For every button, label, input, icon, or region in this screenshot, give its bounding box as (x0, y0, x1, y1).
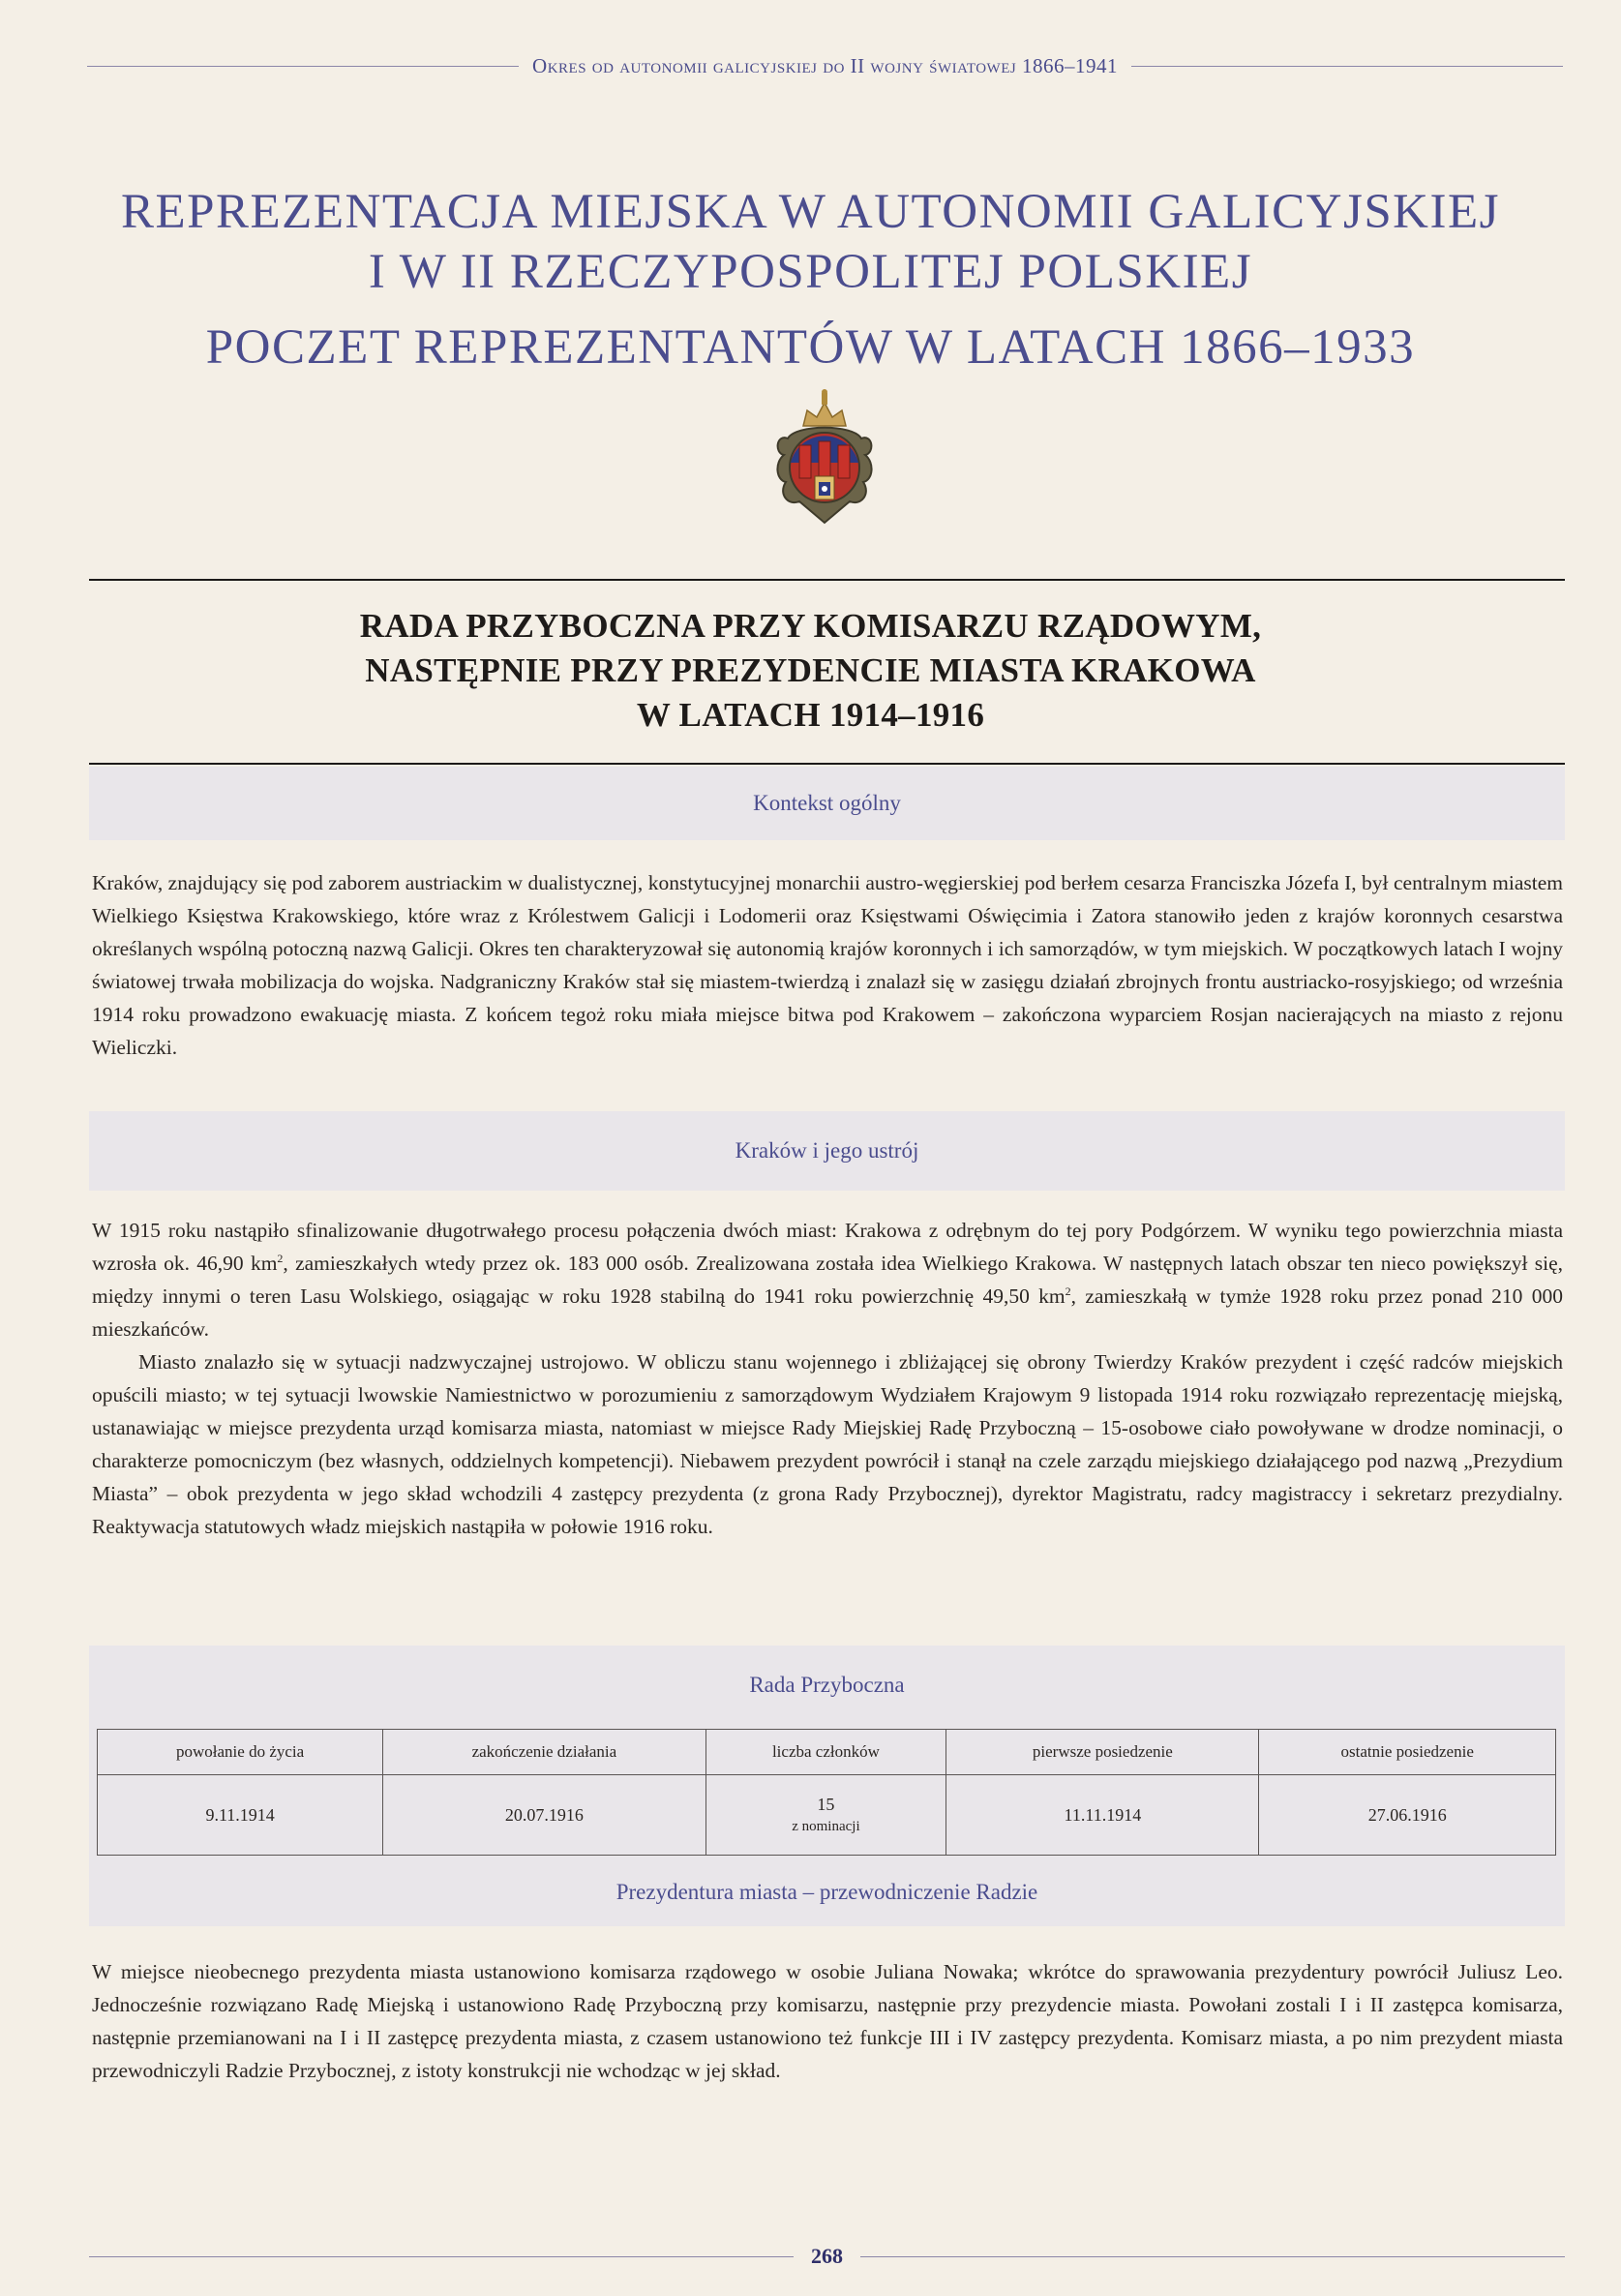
footer-rule-right (860, 2256, 1565, 2257)
section-title-line-1: RADA PRZYBOCZNA PRZY KOMISARZU RZĄDOWYM, (359, 607, 1262, 645)
running-head-rule-right (1131, 66, 1563, 67)
cell-pierwsze: 11.11.1914 (946, 1775, 1259, 1856)
cell-liczba (705, 1775, 946, 1856)
prezydentura-paragraph (92, 1955, 1563, 2087)
prezydentura-heading: Prezydentura miasta – przewodniczenie Radzie (615, 1880, 1038, 1904)
column-header: ostatnie posiedzenie (1259, 1730, 1556, 1775)
main-title-line-2: I W II RZECZYPOSPOLITEJ POLSKIEJ (368, 245, 1253, 299)
column-header: liczba członków (705, 1730, 946, 1775)
context-paragraph (92, 866, 1563, 1064)
context-heading-band (89, 767, 1565, 840)
section-title-line-2: NASTĘPNIE PRZY PREZYDENCIE MIASTA KRAKOWA (365, 651, 1256, 689)
crown-icon (803, 389, 846, 426)
rada-table-heading: Rada Przyboczna (749, 1673, 905, 1697)
context-heading: Kontekst ogólny (753, 791, 901, 815)
ustroj-paragraph-2: Miasto znalazło się w sytuacji nadzwyczajnej ustrojowo. W obliczu stanu wojennego i zbliżającej się obrony Twierdzy Kraków prezydent i część radców miejskich opuścili miasto; w tej sytuacji lwowskie Namiestnictwo w porozumieniu z samorządowym Wydziałem Krajowym 9 listopada 1914 roku rozwiązało reprezentację miejską, ustanawiając w miejsce prezydenta urząd komisarza miasta, natomiast w miejsce Rady Miejskiej Radę Przyboczną – 15-osobowe ciało powoływane w drodze nominacji, o charakterze pomocniczym (bez własnych, oddzielnych kompetencji). Niebawem prezydent powrócił i stanął na czele zarządu miejskiego działającego pod nazwą „Prezydium Miasta” – obok prezydenta w jego skład wchodzili 4 zastępcy prezydenta (z grona Rady Przybocznej), dyrektor Magistratu, radcy magistraccy i sekretarz prezydialny. Reaktywacja statutowych władz miejskich nastąpiła w połowie 1916 roku. (92, 1350, 1563, 1538)
cell-powolanie: 9.11.1914 (98, 1775, 383, 1856)
ustroj-paragraphs (92, 1214, 1563, 1543)
cell-zakonczenie: 20.07.1916 (383, 1775, 705, 1856)
subtitle: POCZET REPREZENTANTÓW W LATACH 1866–1933 (205, 320, 1416, 375)
column-header: pierwsze posiedzenie (946, 1730, 1259, 1775)
running-head-text: Okres od autonomii galicyjskiej do II wojny światowej 1866–1941 (532, 54, 1118, 77)
ustroj-paragraph-1 (92, 1214, 1563, 1345)
rada-table-section (89, 1646, 1565, 1892)
page-footer (89, 2244, 1565, 2269)
ustroj-heading-band (89, 1111, 1565, 1191)
eagle-emblem (822, 486, 827, 492)
coat-of-arms-icon (766, 385, 883, 535)
cell-liczba-value: 15 (817, 1795, 835, 1814)
prezydentura-text: W miejsce nieobecnego prezydenta miasta ustanowiono komisarza rządowego w osobie Juliana Nowaka; wkrótce do sprawowania prezydentury powrócił Juliusz Leo. Jednocześnie rozwiązano Radę Miejską i ustanowiono Radę Przyboczną przy komisarzu, następnie przy prezydencie miasta. Powołani zostali I i II zastępca komisarza, następnie przemianowani na I i II zastępcę prezydenta miasta, z czasem ustanowiono też funkcje III i IV zastępcy prezydenta. Komisarz miasta, a po nim prezydent miasta przewodniczyli Radzie Przybocznej, z istoty konstrukcji nie wchodząc w jej skład. (92, 1960, 1563, 2082)
running-head-rule-left (87, 66, 519, 67)
column-header: powołanie do życia (98, 1730, 383, 1775)
running-head (87, 54, 1563, 78)
section-title (0, 604, 1621, 738)
ustroj-p1-part-a: W 1915 roku nastąpiło sfinalizowanie długotrwałego procesu połączenia dwóch miast: Krakowa z odrębnym do tej pory Podgórzem. W wyniku tego powierzchnia miasta wzrosła ok. 46,90 km (92, 1219, 1563, 1275)
rada-table (97, 1729, 1556, 1856)
section-title-line-3: W LATACH 1914–1916 (636, 696, 985, 734)
section-rule-bottom (89, 763, 1565, 765)
section-rule-top (89, 579, 1565, 581)
page-number: 268 (811, 2244, 843, 2268)
superscript-2: 2 (277, 1251, 284, 1265)
footer-rule-left (89, 2256, 794, 2257)
table-row (98, 1775, 1556, 1856)
table-header-row (98, 1730, 1556, 1775)
column-header: zakończenie działania (383, 1730, 705, 1775)
ustroj-p1-part-b: , zamieszkałych wtedy przez ok. 183 000 osób. Zrealizowana została idea Wielkiego Krakowa. W następnych latach obszar ten nieco powiększył się, między innymi o teren Lasu Wolskiego, osiągając w roku 1928 stabilną do 1941 roku powierzchnię 49,50 km (92, 1252, 1563, 1308)
main-title-line-1: REPREZENTACJA MIEJSKA W AUTONOMII GALICYJSKIEJ (120, 185, 1500, 239)
ustroj-heading: Kraków i jego ustrój (735, 1138, 919, 1163)
context-text: Kraków, znajdujący się pod zaborem austriackim w dualistycznej, konstytucyjnej monarchii austro-węgierskiej pod berłem cesarza Franciszka Józefa I, był centralnym miastem Wielkiego Księstwa Krakowskiego, które wraz z Królestwem Galicji i Lodomerii oraz Księstwami Oświęcimia i Zatora stanowiło jeden z krajów koronnych cesarstwa określanych wspólną potoczną nazwą Galicji. Okres ten charakteryzował się autonomią krajów koronnych i ich samorządów, w tym miejskich. W początkowych latach I wojny światowej trwała mobilizacja do wojska. Nadgraniczny Kraków stał się miastem-twierdzą i znalazł się w zasięgu działań zbrojnych frontu austriacko-rosyjskiego; od września 1914 roku prowadzono ewakuację miasta. Z końcem tegoż roku miała miejsce bitwa pod Krakowem – zakończona wyparciem Rosjan nacierających na miasto z rejonu Wieliczki. (92, 871, 1563, 1059)
ustroj-p1-part-c: , zamieszkałą w tymże 1928 roku przez ponad 210 000 mieszkańców. (92, 1284, 1564, 1341)
cell-ostatnie: 27.06.1916 (1259, 1775, 1556, 1856)
superscript-2: 2 (1065, 1284, 1071, 1298)
main-title (0, 182, 1621, 302)
cell-liczba-note: z nominacji (792, 1819, 860, 1834)
prezydentura-heading-band (89, 1858, 1565, 1926)
towers (799, 441, 850, 478)
